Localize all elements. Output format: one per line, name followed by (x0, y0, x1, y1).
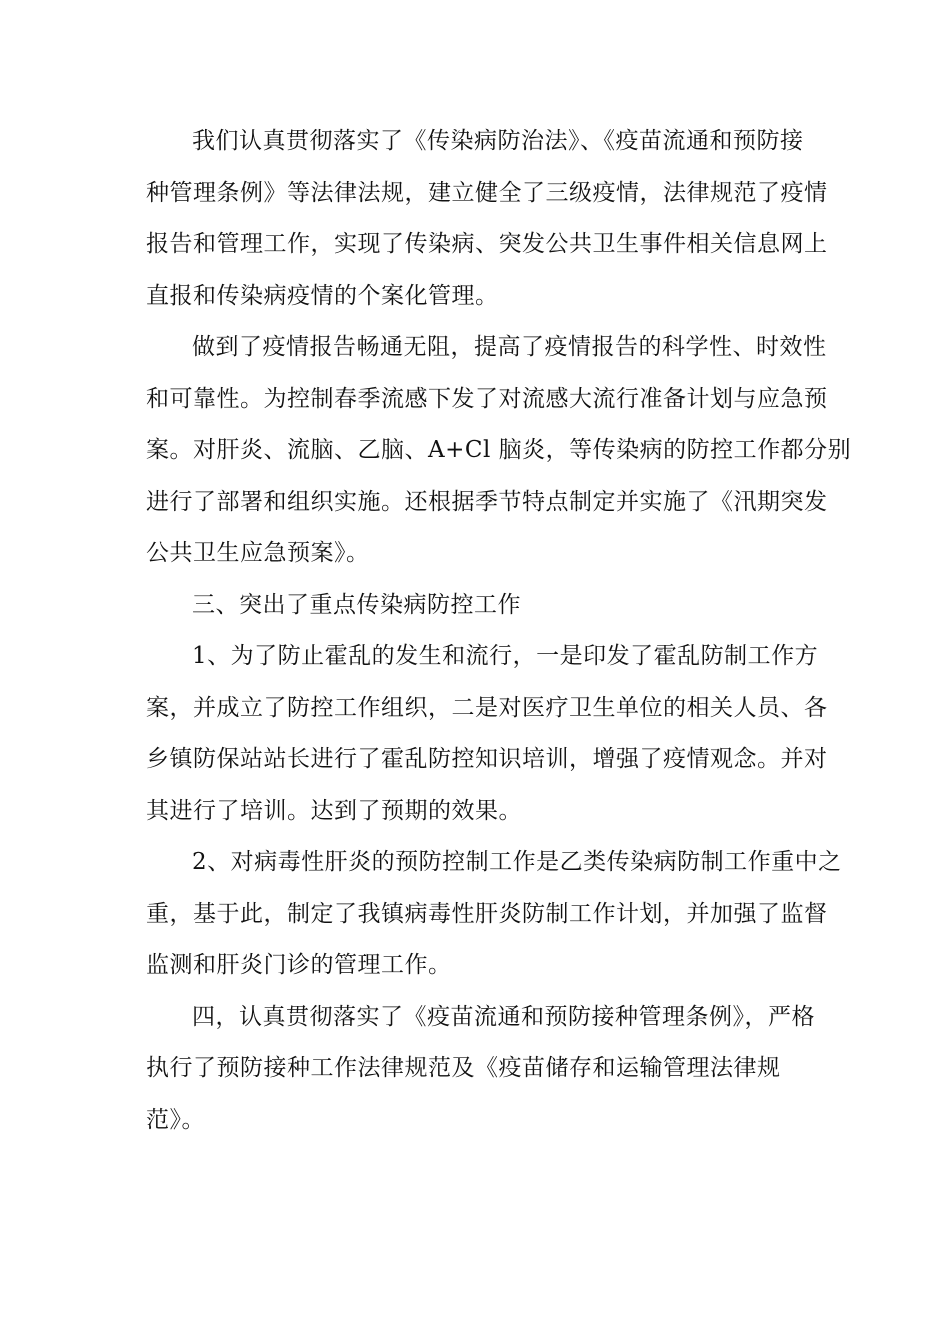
paragraph-line: 执行了预防接种工作法律规范及《疫苗储存和运输管理法律规 (146, 1055, 781, 1081)
paragraph-line: 监测和肝炎门诊的管理工作。 (146, 952, 452, 978)
paragraph-line: 进行了部署和组织实施。还根据季节特点制定并实施了《汛期突发 (146, 488, 828, 515)
paragraph-line: 四，认真贯彻落实了《疫苗流通和预防接种管理条例》，严格 (192, 1003, 815, 1030)
paragraph-line: 2、对病毒性肝炎的预防控制工作是乙类传染病防制工作重中之 (192, 849, 842, 875)
paragraph-line: 直报和传染病疫情的个案化管理。 (146, 282, 499, 309)
paragraph-line: 报告和管理工作，实现了传染病、突发公共卫生事件相关信息网上 (146, 231, 828, 257)
document-body (146, 116, 852, 1146)
section-heading: 三、突出了重点传染病防控工作 (192, 591, 521, 618)
paragraph-line: 我们认真贯彻落实了《传染病防治法》、《疫苗流通和预防接 (192, 128, 804, 154)
paragraph-line: 乡镇防保站站长进行了霍乱防控知识培训，增强了疫情观念。并对 (146, 746, 828, 772)
paragraph-line: 案。对肝炎、流脑、乙脑、A+Cl 脑炎，等传染病的防控工作都分别 (146, 437, 852, 463)
paragraph-line: 种管理条例》等法律法规，建立健全了三级疫情，法律规范了疫情 (146, 179, 828, 206)
paragraph-line: 做到了疫情报告畅通无阻，提高了疫情报告的科学性、时效性 (192, 334, 827, 360)
paragraph-line: 其进行了培训。达到了预期的效果。 (146, 797, 522, 824)
paragraph-line: 重，基于此，制定了我镇病毒性肝炎防制工作计划，并加强了监督 (146, 900, 828, 927)
paragraph-line: 公共卫生应急预案》。 (146, 540, 370, 566)
paragraph-line: 范》。 (146, 1106, 205, 1133)
paragraph-line: 和可靠性。为控制春季流感下发了对流感大流行准备计划与应急预 (146, 385, 828, 412)
paragraph-line: 1、为了防止霍乱的发生和流行，一是印发了霍乱防制工作方 (192, 643, 819, 669)
paragraph-line: 案，并成立了防控工作组织，二是对医疗卫生单位的相关人员、各 (146, 694, 828, 721)
